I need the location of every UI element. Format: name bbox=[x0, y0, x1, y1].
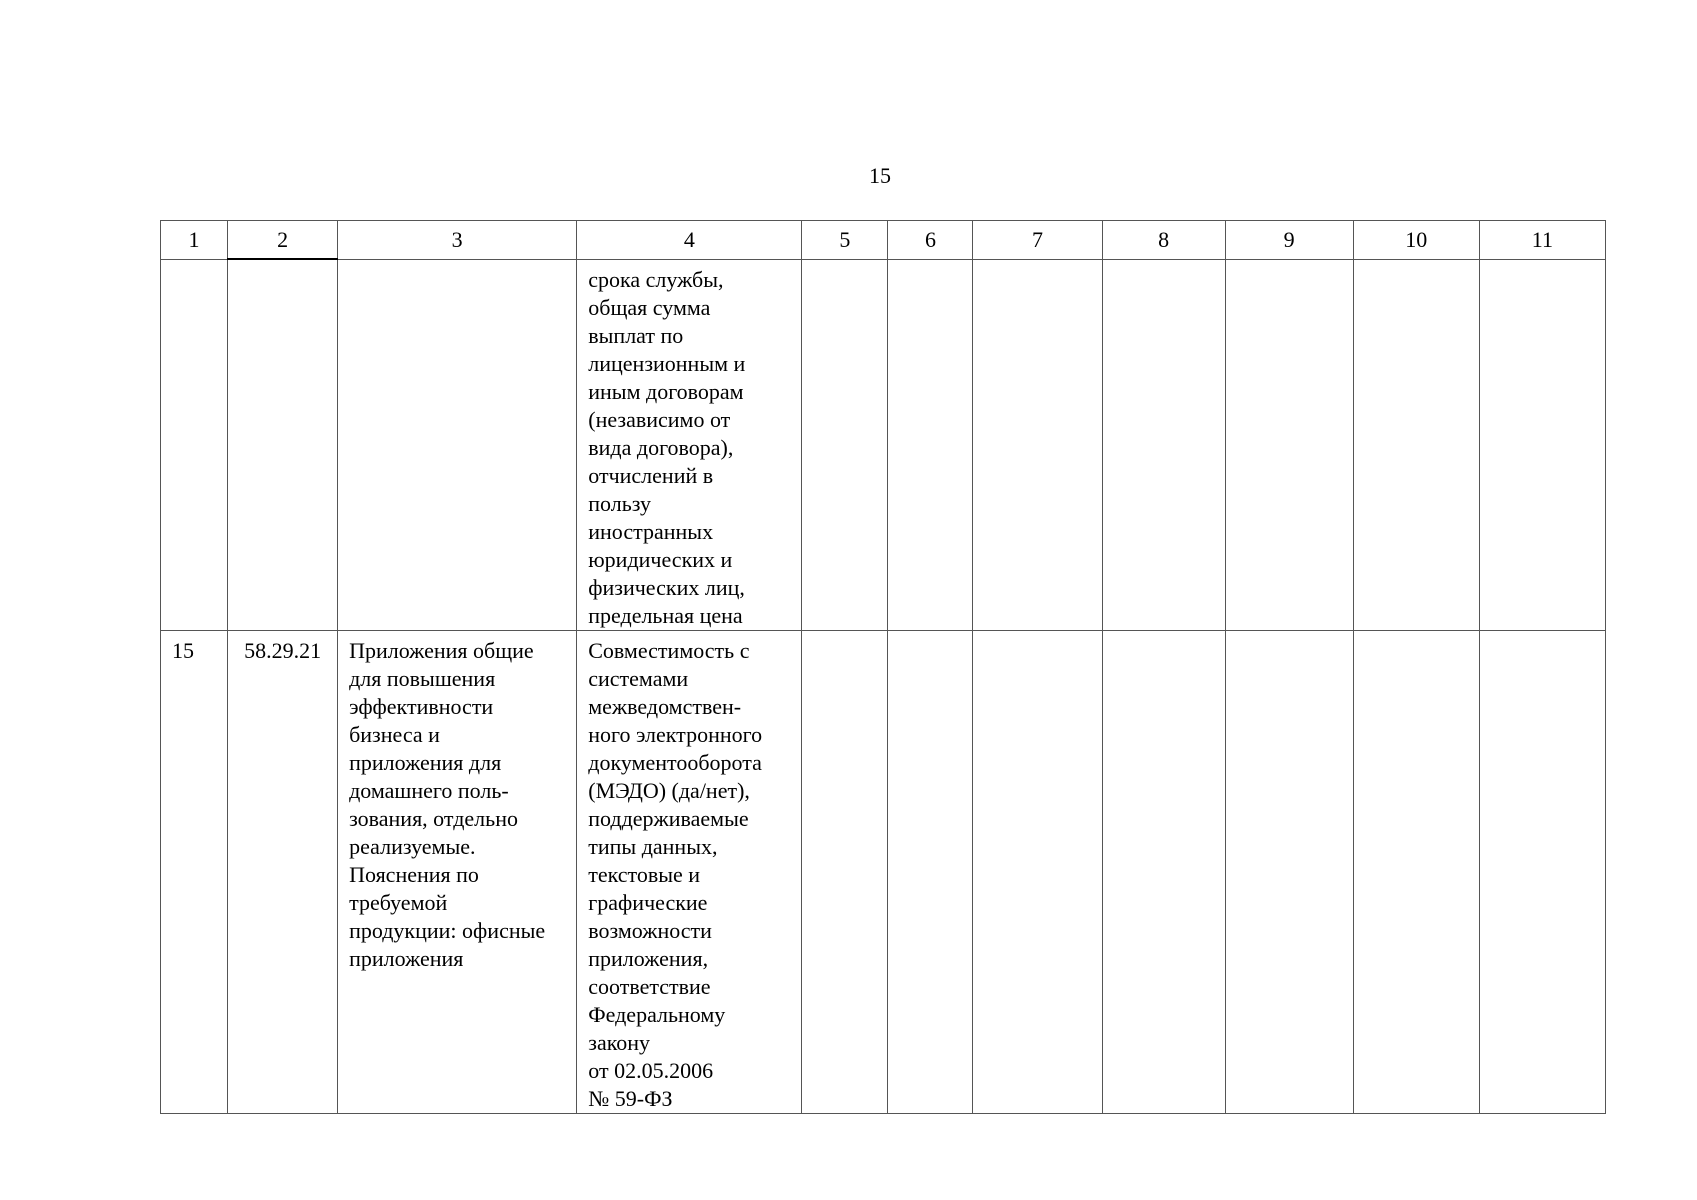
column-header-3: 3 bbox=[338, 221, 577, 260]
table-cell bbox=[973, 630, 1102, 1113]
cell-text: срока службы, общая сумма выплат по лицензионным и иным договорам (независимо от вида договора), отчислений в пользу иностранных юридических и физических лиц, предельная цена bbox=[588, 266, 746, 628]
table-cell bbox=[1353, 259, 1479, 630]
table-cell bbox=[161, 259, 228, 630]
product-name: Приложения общие для повышения эффективности бизнеса и приложения для домашнего поль- зования, отдельно реализуемые. Пояснения по требуемой продукции: офисные приложения bbox=[349, 637, 546, 971]
cell-text bbox=[973, 260, 1101, 266]
column-header-1: 1 bbox=[161, 221, 228, 260]
table-cell bbox=[1102, 630, 1225, 1113]
table-cell bbox=[1479, 630, 1605, 1113]
table-row bbox=[161, 630, 1606, 1113]
cell-text bbox=[228, 260, 337, 266]
cell-text bbox=[1354, 631, 1479, 637]
cell-text bbox=[1103, 631, 1225, 637]
column-header-6: 6 bbox=[888, 221, 973, 260]
column-header-9: 9 bbox=[1225, 221, 1353, 260]
column-header-5: 5 bbox=[802, 221, 888, 260]
cell-text bbox=[802, 631, 887, 637]
table-cell bbox=[1225, 259, 1353, 630]
table-cell bbox=[1102, 259, 1225, 630]
characteristic-cell bbox=[577, 630, 802, 1113]
column-header-7: 7 bbox=[973, 221, 1102, 260]
cell-text bbox=[1354, 260, 1479, 266]
table-cell bbox=[802, 259, 888, 630]
cell-text bbox=[888, 260, 972, 266]
name-cell bbox=[338, 630, 577, 1113]
table-cell bbox=[577, 259, 802, 630]
cell-text bbox=[973, 631, 1101, 637]
page-number: 15 bbox=[869, 163, 891, 188]
cell-text bbox=[1226, 631, 1353, 637]
cell-text bbox=[338, 260, 576, 266]
column-header-10: 10 bbox=[1353, 221, 1479, 260]
cell-text bbox=[1226, 260, 1353, 266]
cell-text bbox=[802, 260, 887, 266]
cell-text bbox=[161, 260, 227, 266]
row-number: 15 bbox=[172, 637, 194, 663]
code-cell bbox=[228, 630, 338, 1113]
column-header-4: 4 bbox=[577, 221, 802, 260]
characteristic-text: Совместимость с системами межведомствен- ного электронного документооборота (МЭДО) (да/нет), поддерживаемые типы данных, текстовые и графические возможности приложения, соответствие Федеральному закону от 02.05.2006 № 59-ФЗ bbox=[588, 637, 763, 1111]
table-cell bbox=[338, 259, 577, 630]
cell-text bbox=[1480, 631, 1605, 637]
table-cell bbox=[888, 259, 973, 630]
table-cell bbox=[228, 259, 338, 630]
table-cell bbox=[888, 630, 973, 1113]
table-cell bbox=[1353, 630, 1479, 1113]
table-row bbox=[161, 259, 1606, 630]
column-header-11: 11 bbox=[1479, 221, 1605, 260]
column-header-2: 2 bbox=[228, 221, 338, 260]
requirements-table bbox=[160, 220, 1606, 1114]
row-number-cell bbox=[161, 630, 228, 1113]
table-cell bbox=[802, 630, 888, 1113]
cell-text bbox=[1103, 260, 1225, 266]
column-header-8: 8 bbox=[1102, 221, 1225, 260]
table-cell bbox=[1225, 630, 1353, 1113]
cell-text bbox=[888, 631, 972, 637]
table-cell bbox=[1479, 259, 1605, 630]
cell-text bbox=[1480, 260, 1605, 266]
table-header-row bbox=[161, 221, 1606, 260]
okpd2-code: 58.29.21 bbox=[244, 637, 322, 663]
table-cell bbox=[973, 259, 1102, 630]
